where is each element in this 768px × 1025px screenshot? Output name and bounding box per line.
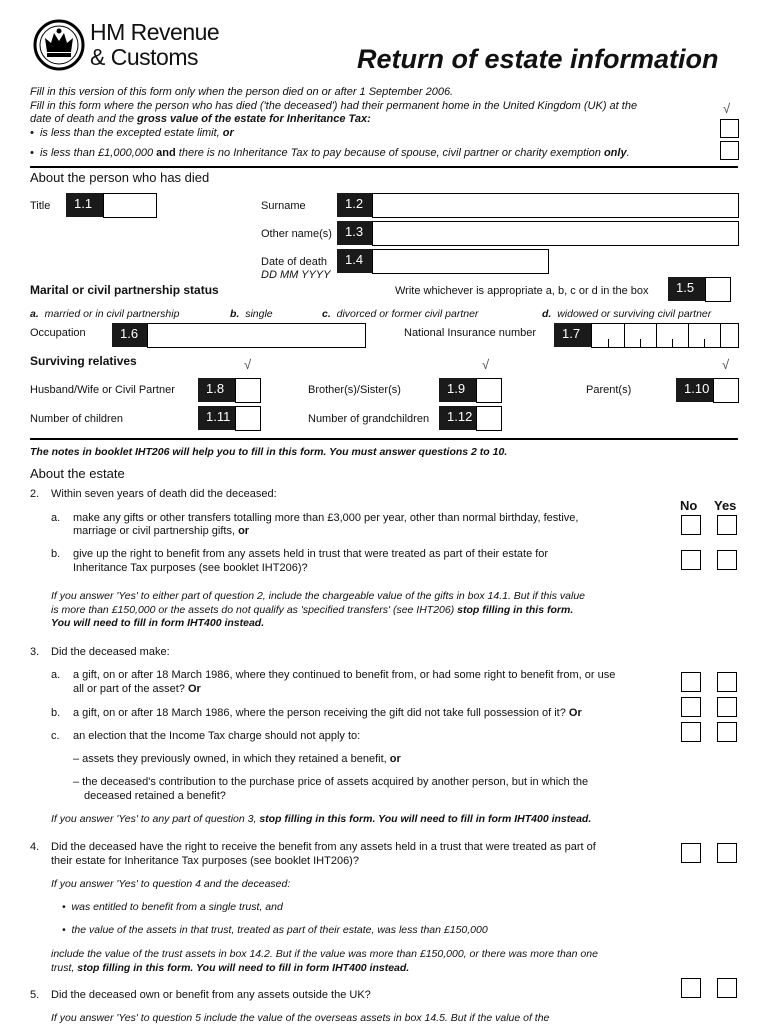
q2b-no-checkbox[interactable] <box>681 550 701 570</box>
q3b-letter: b. <box>51 707 61 719</box>
bullet-icon: • <box>62 924 72 936</box>
intro-line2: Fill in this form where the person who has died ('the deceased') had their permanent home in the United Kingdom (UK) at the <box>30 100 638 112</box>
excepted-estate-checkbox[interactable] <box>720 119 739 138</box>
q3-text: Did the deceased make: <box>51 646 170 658</box>
q4-note2-text: trust, <box>51 962 78 974</box>
q3-number: 3. <box>30 646 40 658</box>
q3c-letter: c. <box>51 730 60 742</box>
q4-yes-checkbox[interactable] <box>717 843 737 863</box>
opt-c-letter: c. <box>322 308 331 320</box>
divider <box>30 438 738 440</box>
spouse-label: Husband/Wife or Civil Partner <box>30 384 175 396</box>
q2a-letter: a. <box>51 512 61 524</box>
marital-option-d <box>542 307 711 321</box>
q2a-line2-text: marriage or civil partnership gifts, <box>73 525 239 537</box>
title-label: Title <box>30 200 51 212</box>
section-estate-heading: About the estate <box>30 466 125 481</box>
q3c-no-checkbox[interactable] <box>681 722 701 742</box>
q3a-or: Or <box>187 683 201 695</box>
intro-line3-bold: gross value of the estate for Inheritance Tax: <box>137 113 371 125</box>
q3a-line2-text: all or part of the asset? <box>73 683 188 695</box>
box-label-1-8: 1.8 <box>198 378 236 402</box>
box-label-1-2: 1.2 <box>337 193 373 217</box>
q5-note: If you answer 'Yes' to question 5 include the value of the overseas assets in box 14.5. But if the value of the <box>51 1012 550 1024</box>
q3c-dash1-text: – assets they previously owned, in which they retained a benefit, <box>73 753 390 765</box>
notes-instruction: The notes in booklet IHT206 will help you to fill in this form. You must answer questions 2 to 10. <box>30 446 508 458</box>
dod-field[interactable] <box>372 249 549 274</box>
intro-line1: Fill in this version of this form only when the person died on or after 1 September 2006. <box>30 86 454 98</box>
intro-bullet2-end: . <box>626 147 630 159</box>
box-label-1-4: 1.4 <box>337 249 373 273</box>
q2-note-line1: If you answer 'Yes' to either part of question 2, include the chargeable value of the gifts in box 14.1. But if this value <box>51 590 586 602</box>
q2-note-line3: You will need to fill in form IHT400 instead. <box>51 617 265 629</box>
opt-a-letter: a. <box>30 308 39 320</box>
q3c-dash1 <box>73 752 401 766</box>
box-label-1-11: 1.11 <box>198 406 236 430</box>
intro-bullet2-and: and <box>156 147 176 159</box>
q3-note-stop: stop filling in this form. You will need to fill in form IHT400 instead. <box>259 813 592 825</box>
marital-option-c <box>322 307 478 321</box>
surname-field[interactable] <box>372 193 739 218</box>
q4-note2-line1: include the value of the trust assets in box 14.2. But if the value was more than £150,000, or there was more than one <box>51 948 598 960</box>
q3c-dash2-line2: deceased retained a benefit? <box>84 790 226 802</box>
q2-note-text: is more than £150,000 or the assets do not qualify as 'specified transfers' (see IHT206) <box>51 604 458 616</box>
q3b-line <box>73 706 582 720</box>
q2a-or: or <box>238 525 250 537</box>
bullet-icon: • <box>30 147 40 159</box>
q3c-dash2-line1: – the deceased's contribution to the purchase price of assets acquired by another person, but in which the <box>73 776 589 788</box>
box-label-1-3: 1.3 <box>337 221 373 245</box>
no-column-header: No <box>680 498 698 513</box>
tick-icon: √ <box>722 357 730 372</box>
nin-field[interactable] <box>591 323 739 348</box>
parents-field[interactable] <box>713 378 739 403</box>
box-label-1-1: 1.1 <box>66 193 104 217</box>
tick-icon: √ <box>482 357 490 372</box>
siblings-field[interactable] <box>476 378 502 403</box>
children-field[interactable] <box>235 406 261 431</box>
siblings-label: Brother(s)/Sister(s) <box>308 384 401 396</box>
parents-label: Parent(s) <box>586 384 632 396</box>
box-label-1-9: 1.9 <box>439 378 477 402</box>
q2a-yes-checkbox[interactable] <box>717 515 737 535</box>
q3b-no-checkbox[interactable] <box>681 697 701 717</box>
grandchildren-label: Number of grandchildren <box>308 413 430 425</box>
box-label-1-5: 1.5 <box>668 277 706 301</box>
intro-line3 <box>30 112 371 126</box>
q2b-line1: give up the right to benefit from any assets held in trust that were treated as part of their estate for <box>73 548 549 560</box>
q3a-yes-checkbox[interactable] <box>717 672 737 692</box>
box-label-1-7: 1.7 <box>554 323 592 347</box>
other-names-field[interactable] <box>372 221 739 246</box>
marital-option-a <box>30 307 179 321</box>
q2-note-stop: stop filling in this form. <box>457 604 574 616</box>
q2-text: Within seven years of death did the deceased: <box>51 488 277 500</box>
intro-line3-text: date of death and the <box>30 113 138 125</box>
q4-note2-stop: stop filling in this form. You will need to fill in form IHT400 instead. <box>77 962 410 974</box>
q2a-line1: make any gifts or other transfers totalling more than £3,000 per year, other than normal birthday, festive, <box>73 512 579 524</box>
intro-bullet2-text: is less than £1,000,000 <box>39 147 157 159</box>
org-name-line1: HM Revenue <box>90 19 220 45</box>
q5-no-checkbox[interactable] <box>681 978 701 998</box>
q2-number: 2. <box>30 488 40 500</box>
hmrc-logo <box>32 18 237 74</box>
opt-d-letter: d. <box>542 308 552 320</box>
tick-icon: √ <box>723 101 731 116</box>
dod-format: DD MM YYYY <box>261 269 331 281</box>
q3a-line1: a gift, on or after 18 March 1986, where they continued to benefit from, or had some right to benefit from, or use <box>73 669 616 681</box>
divider <box>30 166 738 168</box>
marital-option-b <box>230 307 273 321</box>
q5-text: Did the deceased own or benefit from any assets outside the UK? <box>51 989 371 1001</box>
q3a-line2 <box>73 682 201 696</box>
section-person-heading: About the person who has died <box>30 170 210 185</box>
children-label: Number of children <box>30 413 123 425</box>
opt-d-text: widowed or surviving civil partner <box>557 308 712 320</box>
intro-bullet2-text2: there is no Inheritance Tax to pay because of spouse, civil partner or charity exemption <box>175 147 604 159</box>
opt-b-text: single <box>245 308 273 320</box>
q5-yes-checkbox[interactable] <box>717 978 737 998</box>
nin-label: National Insurance number <box>404 327 537 339</box>
q2b-yes-checkbox[interactable] <box>717 550 737 570</box>
q3c-yes-checkbox[interactable] <box>717 722 737 742</box>
occupation-label: Occupation <box>30 327 86 339</box>
org-name-line2: & Customs <box>90 44 198 70</box>
box-label-1-12: 1.12 <box>439 406 477 430</box>
q3b-text: a gift, on or after 18 March 1986, where the person receiving the gift did not take full possession of it? <box>73 707 569 719</box>
q4-line2: their estate for Inheritance Tax purposes (see booklet IHT206)? <box>51 855 359 867</box>
other-names-label: Other name(s) <box>261 228 332 240</box>
surname-label: Surname <box>261 200 306 212</box>
intro-bullet1 <box>30 126 234 140</box>
q4-bullet1 <box>62 900 283 914</box>
q4-bullet1-text: was entitled to benefit from a single trust, and <box>71 901 283 913</box>
tick-icon: √ <box>244 357 252 372</box>
occupation-field[interactable] <box>147 323 366 348</box>
opt-c-text: divorced or former civil partner <box>336 308 479 320</box>
bullet-icon: • <box>30 127 40 139</box>
intro-bullet2-only: only <box>603 147 627 159</box>
q5-number: 5. <box>30 989 40 1001</box>
q3-note-text: If you answer 'Yes' to any part of question 3, <box>51 813 260 825</box>
q4-bullet2-text: the value of the assets in that trust, treated as part of their estate, was less than £150,000 <box>71 924 488 936</box>
relatives-heading: Surviving relatives <box>30 354 137 368</box>
dod-label: Date of death <box>261 256 328 268</box>
exempt-estate-checkbox[interactable] <box>720 141 739 160</box>
q3b-yes-checkbox[interactable] <box>717 697 737 717</box>
grandchildren-field[interactable] <box>476 406 502 431</box>
q2-note-line2 <box>51 603 573 617</box>
title-field[interactable] <box>103 193 157 218</box>
intro-bullet2 <box>30 146 630 160</box>
q2a-no-checkbox[interactable] <box>681 515 701 535</box>
intro-bullet1-text: is less than the excepted estate limit, <box>39 127 223 139</box>
yes-column-header: Yes <box>714 498 737 513</box>
q3b-or: Or <box>568 707 582 719</box>
box-label-1-6: 1.6 <box>112 323 148 347</box>
q3c-dash1-or: or <box>389 753 401 765</box>
opt-a-text: married or in civil partnership <box>44 308 180 320</box>
marital-heading: Marital or civil partnership status <box>30 283 219 297</box>
box-label-1-10: 1.10 <box>676 378 714 402</box>
q4-note2-line2 <box>51 961 409 975</box>
q3a-no-checkbox[interactable] <box>681 672 701 692</box>
form-title: Return of estate information <box>357 44 719 74</box>
q4-no-checkbox[interactable] <box>681 843 701 863</box>
q4-number: 4. <box>30 841 40 853</box>
q4-bullet2 <box>62 923 488 937</box>
marital-status-field[interactable] <box>705 277 731 302</box>
q3c-text: an election that the Income Tax charge should not apply to: <box>73 730 361 742</box>
opt-b-letter: b. <box>230 308 240 320</box>
q4-note: If you answer 'Yes' to question 4 and the deceased: <box>51 878 291 890</box>
q2b-letter: b. <box>51 548 61 560</box>
q3a-letter: a. <box>51 669 61 681</box>
marital-instruction: Write whichever is appropriate a, b, c or d in the box <box>395 285 649 297</box>
intro-bullet1-or: or <box>222 127 234 139</box>
q2a-line2 <box>73 524 249 538</box>
crown-crest-icon <box>32 18 86 72</box>
q4-line1: Did the deceased have the right to receive the benefit from any assets held in a trust that were treated as part of <box>51 841 596 853</box>
bullet-icon: • <box>62 901 72 913</box>
q2b-line2: Inheritance Tax purposes (see booklet IHT206)? <box>73 562 308 574</box>
spouse-field[interactable] <box>235 378 261 403</box>
q3-note <box>51 812 591 826</box>
